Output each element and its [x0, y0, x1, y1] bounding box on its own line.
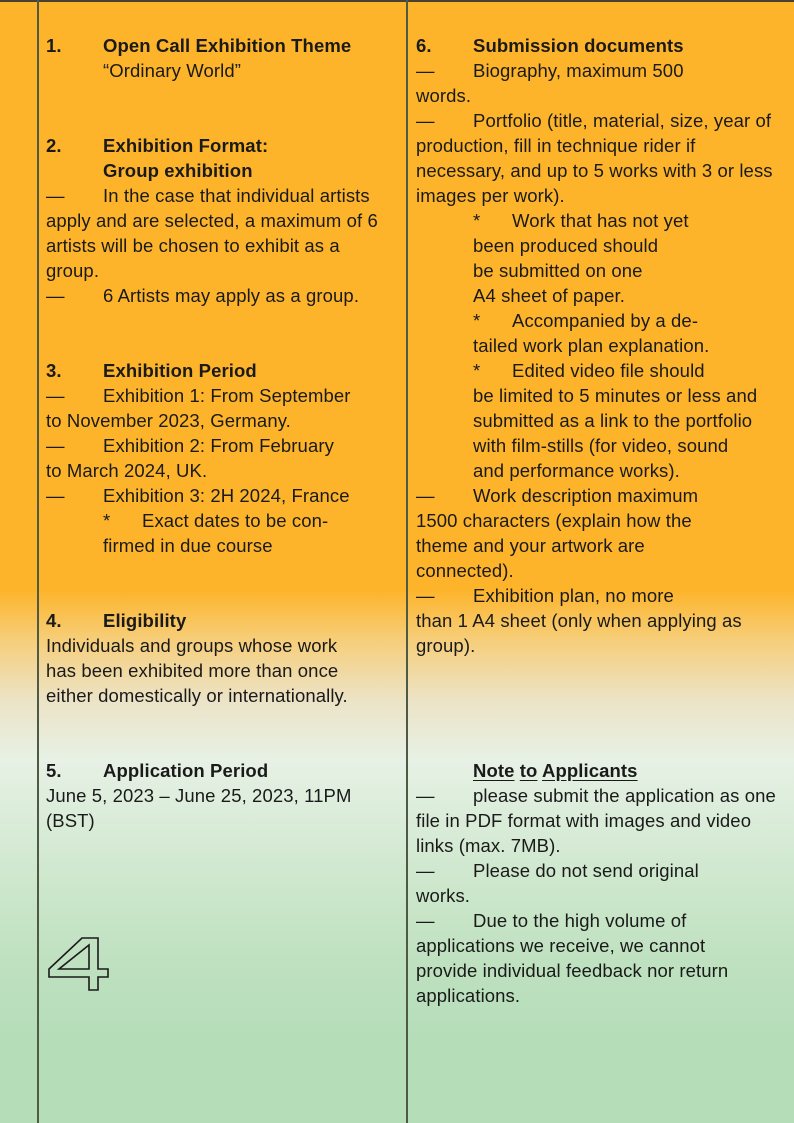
dash-bullet: — [416, 60, 435, 81]
list-item [416, 858, 788, 908]
item-text-cont: tailed work plan explanation. [473, 335, 710, 356]
item-text: Accompanied by a de- [512, 310, 699, 331]
item-text: Exact dates to be con- [142, 510, 329, 531]
item-text: In the case that individual [103, 185, 315, 206]
column-rule-middle [406, 0, 408, 1123]
item-text-cont: than 1 A4 sheet (only when applying as group). [416, 610, 742, 656]
asterisk-bullet: * [473, 210, 481, 231]
section-heading [46, 358, 396, 383]
section-theme [46, 33, 396, 83]
dash-bullet: — [416, 785, 435, 806]
item-text: Exhibition plan, no more [473, 585, 674, 606]
dash-bullet: — [46, 435, 65, 456]
footnote [416, 308, 788, 358]
item-text-cont: 1500 characters (explain how the theme and your artwork are connected). [416, 510, 692, 581]
right-column [416, 33, 788, 1008]
footnote [46, 508, 396, 558]
section-heading [46, 33, 396, 58]
column-rule-left [37, 0, 39, 1123]
item-text-cont: words. [416, 85, 472, 106]
section-title: Submission documents [473, 35, 684, 56]
section-title: Exhibition Period [103, 360, 257, 381]
section-number: 3. [46, 360, 62, 381]
item-text: 6 Artists may apply as a group. [103, 285, 360, 306]
section-heading [46, 758, 396, 783]
list-item [46, 283, 396, 308]
section-number: 4. [46, 610, 62, 631]
dash-bullet: — [416, 585, 435, 606]
dash-bullet: — [416, 860, 435, 881]
section-number: 1. [46, 35, 62, 56]
eligibility-text: Individuals and groups whose work has been exhibited more than once either domestically or internationally. [46, 635, 348, 706]
section-number: 6. [416, 35, 432, 56]
list-item [46, 483, 396, 508]
dash-bullet: — [46, 285, 65, 306]
dash-bullet: — [46, 385, 65, 406]
list-item [46, 433, 396, 483]
item-text: Exhibition 3: 2H 2024, France [103, 485, 350, 506]
section-title: Eligibility [103, 610, 187, 631]
asterisk-bullet: * [103, 510, 111, 531]
item-text-cont: year of production, fill in technique rider if necessary, and up to 5 works with 3 or less images per work). [416, 110, 773, 206]
section-application-period [46, 758, 396, 833]
application-period-text: June 5, 2023 – June 25, 2023, 11PM (BST) [46, 785, 352, 831]
item-text: Portfolio (title, material, size, [473, 110, 709, 131]
note-title-word: Note [473, 760, 515, 781]
note-title-word: Applicants [542, 760, 638, 781]
section-heading [416, 33, 788, 58]
dash-bullet: — [46, 485, 65, 506]
item-text: Work description maximum [473, 485, 699, 506]
asterisk-bullet: * [473, 310, 481, 331]
list-item [416, 583, 788, 658]
top-rule [0, 0, 794, 2]
note-title [416, 758, 788, 783]
outlined-number-four-icon [44, 936, 110, 992]
dash-bullet: — [46, 185, 65, 206]
page-number [44, 936, 110, 997]
section-eligibility [46, 608, 396, 708]
list-item [46, 183, 396, 283]
section-heading [46, 133, 396, 158]
section-title: Application Period [103, 760, 269, 781]
theme-text: “Ordinary World” [103, 60, 241, 81]
section-number: 2. [46, 135, 62, 156]
item-text: Biography, maximum 500 [473, 60, 684, 81]
dash-bullet: — [416, 910, 435, 931]
list-item [416, 108, 788, 208]
dash-bullet: — [416, 110, 435, 131]
section-number: 5. [46, 760, 62, 781]
item-text-cont: works. [416, 885, 471, 906]
section-heading [46, 608, 396, 633]
section-subtitle: Group exhibition [103, 160, 253, 181]
item-text: Please do not send original [473, 860, 699, 881]
item-text-cont: to November 2023, Germany. [46, 410, 291, 431]
section-title: Open Call Exhibition Theme [103, 35, 352, 56]
left-column [46, 33, 396, 833]
item-text-cont: firmed in due course [103, 535, 273, 556]
item-text-cont: to March 2024, UK. [46, 460, 208, 481]
list-item [416, 908, 788, 1008]
item-text: Due to the high volume of [473, 910, 687, 931]
footnote [416, 208, 758, 308]
section-period [46, 358, 396, 558]
list-item [416, 58, 788, 108]
item-text: Exhibition 2: From February [103, 435, 334, 456]
section-submission [416, 33, 788, 658]
footnote [416, 358, 788, 483]
item-text: please submit the application [473, 785, 715, 806]
item-text: Exhibition 1: From September [103, 385, 351, 406]
item-text: Edited video file should [512, 360, 705, 381]
item-text-cont: been produced should be submitted on one A4 sheet of paper. [473, 235, 659, 306]
item-text-cont: applications we receive, we cannot provide individual feedback nor return applications. [416, 935, 729, 1006]
asterisk-bullet: * [473, 360, 481, 381]
item-text: Work that has not yet [512, 210, 689, 231]
section-title: Exhibition Format: [103, 135, 269, 156]
section-format [46, 133, 396, 308]
list-item [46, 383, 396, 433]
item-text-cont: artists apply and are selected, a maximum of 6 artists will be chosen to exhibit as a group. [46, 185, 378, 281]
dash-bullet: — [416, 485, 435, 506]
list-item [416, 783, 788, 858]
note-title-word: to [519, 760, 538, 781]
section-note-to-applicants [416, 758, 788, 1008]
list-item [416, 483, 788, 583]
item-text-cont: be limited to 5 minutes or less and submitted as a link to the portfolio with film-stills (for video, sound and performance works). [473, 385, 758, 481]
item-text-cont: as one file in PDF format with images and video links (max. 7MB). [416, 785, 776, 856]
